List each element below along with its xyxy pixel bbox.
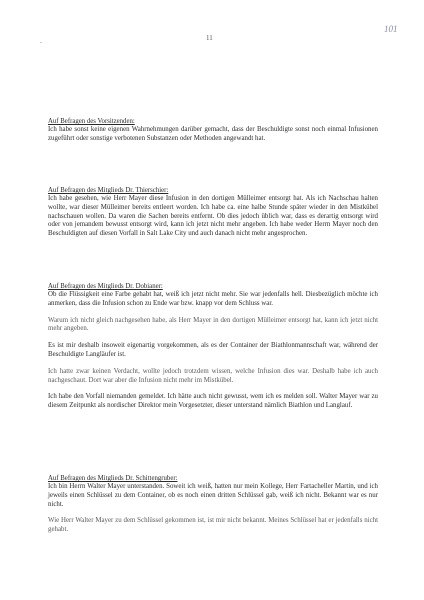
section-heading: Auf Befragen des Mitglieds Dr. Schittengruber: [48, 475, 178, 482]
section-paragraph: Es ist mir deshalb insoweit eigenartig vorgekommen, als es der Container der Biathlonmannschaft war, während der Beschuldigte Langläufer ist. [48, 342, 378, 358]
section-dobianer [48, 283, 378, 411]
section-paragraph: Ich bin Herrn Walter Mayer unterstanden. Soweit ich weiß, hatten nur mein Kollege, Herr Fartacheller Martin, und ich jeweils einen Schlüssel zu dem Container, ob es noch einen dritten Schlüssel gab, weiß ich nicht. Bekannt war es nur nicht. [48, 483, 378, 508]
handwritten-page-mark: 101 [384, 24, 398, 34]
section-paragraph: Ich habe gesehen, wie Herr Mayer diese Infusion in den dortigen Mülleimer entsorgt hat. Als ich Nachschau halten wollte, war dieser Mülleimer bereits entleert worden. Ich habe ca. eine halbe Stunde später wieder in den Mistkübel nachschauen wollen. Da waren die Sachen bereits entfernt. Ob dies jedoch üblich war, dass es derartig entsorgt wird oder von jemandem bewusst entsorgt wird, kann ich jetzt nicht mehr angeben. Ich habe weder Herrn Mayer noch den Beschuldigten auf diesen Vorfall in Salt Lake City und auch danach nicht mehr angesprochen. [48, 195, 378, 238]
section-schittengruber [48, 475, 378, 535]
section-paragraph: Ich habe den Vorfall niemanden gemeldet. Ich hätte auch nicht gewusst, wem ich es melden soll. Walter Mayer war zu diesem Zeitpunkt als nordischer Direktor mein Vorgesetzter, dieser unterstand nämlich Biathlon und Langlauf. [48, 393, 378, 410]
section-paragraph: Wie Herr Walter Mayer zu dem Schlüssel gekommen ist, ist mir nicht bekannt. Meines Schlüssel hat er jedenfalls nicht gehabt. [48, 517, 378, 534]
section-paragraph: Ich habe sonst keine eigenen Wahrnehmungen darüber gemacht, dass der Beschuldigte sonst noch einmal Infusionen zugeführt oder sonstige verbotenen Substanzen oder Methoden angewandt hat. [48, 126, 378, 142]
section-paragraph: Warum ich nicht gleich nachgesehen habe, als Herr Mayer in den dortigen Mülleimer entsorgt hat, kann ich jetzt nicht mehr angeben. [48, 316, 378, 333]
section-thierschier [48, 187, 378, 239]
top-dash-mark: - [40, 40, 42, 46]
section-heading: Auf Befragen des Vorsitzenden: [48, 118, 135, 125]
section-heading: Auf Befragen des Mitglieds Dr. Dobianer: [48, 283, 163, 290]
section-paragraph: Ob die Flüssigkeit eine Farbe gehabt hat, weiß ich jetzt nicht mehr. Sie war jedenfalls hell. Diesbezüglich möchte ich anmerken, dass die Infusion schon zu Ende war bzw. knapp vor dem Schluss war. [48, 291, 378, 307]
page-number: 11 [206, 34, 213, 42]
section-paragraph: Ich hatte zwar keinen Verdacht, wollte jedoch trotzdem wissen, welche Infusion dies war. Deshalb habe ich auch nachgeschaut. Dort war aber die Infusion nicht mehr im Mistkübel. [48, 367, 378, 384]
section-vorsitzender [48, 118, 378, 144]
section-heading: Auf Befragen des Mitglieds Dr. Thierschier: [48, 187, 169, 194]
